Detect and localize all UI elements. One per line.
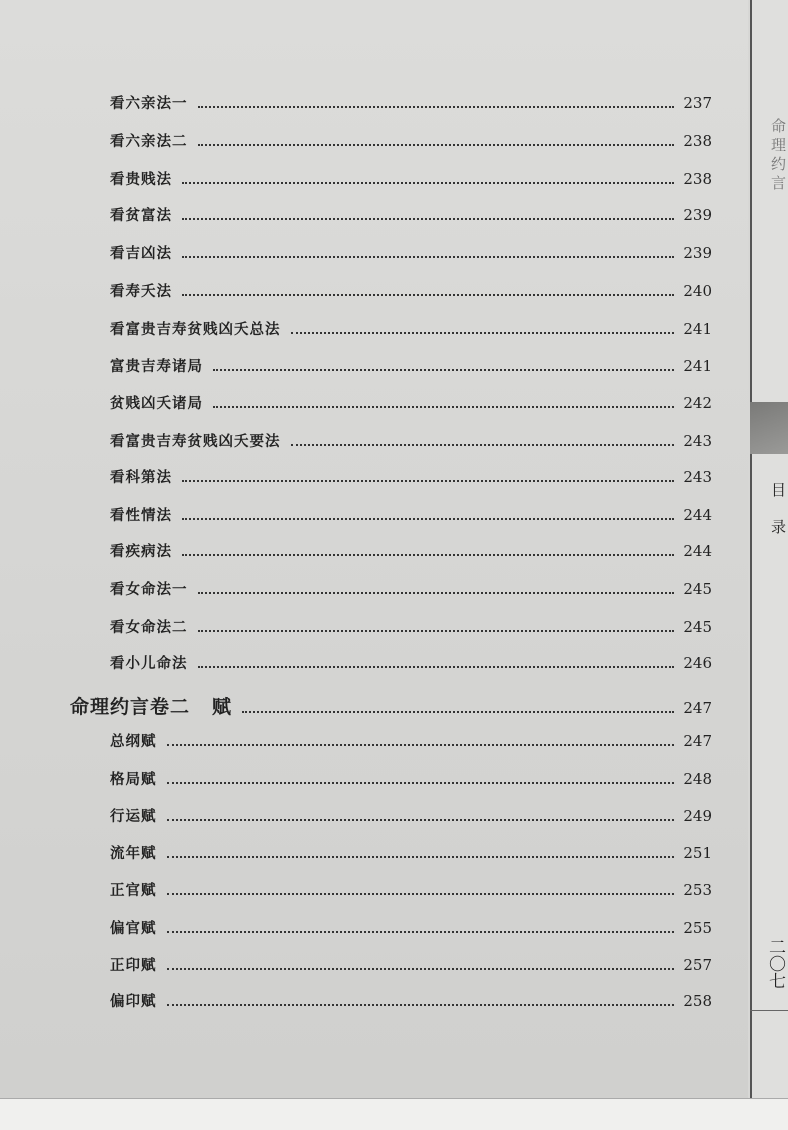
toc-entry-title	[110, 130, 198, 151]
dot-leader	[198, 666, 675, 668]
toc-page-number: 244	[683, 542, 712, 560]
running-book-title: 命理约言	[769, 118, 787, 194]
dot-leader	[242, 711, 674, 713]
toc-entry-row	[110, 430, 712, 454]
toc-page-number: 248	[683, 770, 712, 788]
toc-entry-row	[110, 917, 712, 941]
toc-entry-title	[110, 280, 182, 301]
dot-leader	[291, 444, 675, 446]
dot-leader	[213, 369, 674, 371]
toc-entry-title	[110, 954, 167, 975]
toc-entry-title-text: 正官赋	[110, 883, 157, 899]
toc-entry-row	[110, 805, 712, 829]
toc-entry-title	[110, 466, 182, 487]
toc-entry-title-text: 看疾病法	[110, 544, 172, 560]
dot-leader	[182, 518, 674, 520]
facing-page-rule	[750, 1010, 788, 1011]
toc-entry-row	[110, 540, 712, 564]
toc-entry-title	[110, 842, 167, 863]
dot-leader	[182, 480, 674, 482]
toc-entry-title	[110, 355, 213, 376]
toc-page-number: 238	[683, 170, 712, 188]
toc-entry-title-text: 看六亲法二	[110, 134, 188, 150]
toc-page-number: 241	[683, 320, 712, 338]
toc-entry-row	[110, 879, 712, 903]
toc-entry-row	[110, 652, 712, 676]
dot-leader	[167, 782, 675, 784]
toc-page-number: 237	[683, 94, 712, 112]
toc-entry-title-text: 命理约言卷二	[70, 696, 191, 718]
toc-page-number: 247	[683, 732, 712, 750]
toc-entry-row	[110, 504, 712, 528]
dot-leader	[167, 968, 675, 970]
dot-leader	[167, 1004, 675, 1006]
toc-page-number: 242	[683, 394, 712, 412]
toc-entry-title-text: 偏官赋	[110, 921, 157, 937]
toc-entry-title-text: 贫贱凶夭诸局	[110, 396, 203, 412]
toc-entry-row	[110, 578, 712, 602]
dot-leader	[213, 406, 674, 408]
toc-entry-title	[110, 768, 167, 789]
toc-entry-title	[110, 168, 182, 189]
toc-page-number: 239	[683, 244, 712, 262]
toc-page-number: 239	[683, 206, 712, 224]
toc-page-number: 244	[683, 506, 712, 524]
dot-leader	[182, 256, 674, 258]
toc-entry-title	[110, 578, 198, 599]
dot-leader	[182, 182, 674, 184]
toc-entry-row	[110, 954, 712, 978]
facing-page-band	[750, 402, 788, 454]
toc-entry-title-text: 正印赋	[110, 958, 157, 974]
toc-entry-title	[110, 917, 167, 938]
toc-page-number: 255	[683, 919, 712, 937]
toc-entry-title-text: 行运赋	[110, 809, 157, 825]
toc-chapter-subtitle: 赋	[212, 696, 233, 718]
toc-entry-row	[110, 842, 712, 866]
toc-entry-row	[110, 616, 712, 640]
toc-entry-title-text: 看富贵吉寿贫贱凶夭总法	[110, 322, 281, 338]
toc-entry-title	[110, 990, 167, 1011]
toc-page-number: 245	[683, 618, 712, 636]
toc-entry-title-text: 流年赋	[110, 846, 157, 862]
toc-page-number: 253	[683, 881, 712, 899]
toc-page-number: 258	[683, 992, 712, 1010]
dot-leader	[198, 144, 675, 146]
toc-entry-title	[110, 616, 198, 637]
toc-entry-row	[110, 130, 712, 154]
toc-entry-row	[110, 168, 712, 192]
toc-entry-title-text: 看寿夭法	[110, 284, 172, 300]
toc-entry-title-text: 看女命法一	[110, 582, 188, 598]
toc-page-number: 245	[683, 580, 712, 598]
toc-page-number: 243	[683, 432, 712, 450]
page-number: 二〇七	[765, 938, 785, 989]
toc-page-number: 243	[683, 468, 712, 486]
toc-entry-title-text: 格局赋	[110, 772, 157, 788]
toc-entry-title-text: 看贫富法	[110, 208, 172, 224]
toc-page-number: 240	[683, 282, 712, 300]
toc-page-number: 247	[683, 699, 712, 717]
toc-entry-title	[110, 430, 291, 451]
toc-entry-title-text: 偏印赋	[110, 994, 157, 1010]
scan-bottom-margin	[0, 1098, 788, 1130]
toc-entry-title	[110, 540, 182, 561]
toc-entry-title-text: 看小儿命法	[110, 656, 188, 672]
toc-entry-title-text: 看六亲法一	[110, 96, 188, 112]
toc-entry-row	[110, 392, 712, 416]
toc-entry-title	[70, 692, 242, 719]
dot-leader	[167, 931, 675, 933]
toc-page-number: 241	[683, 357, 712, 375]
toc-entry-title-text: 看科第法	[110, 470, 172, 486]
toc-page-number: 238	[683, 132, 712, 150]
dot-leader	[167, 856, 675, 858]
toc-entry-row	[110, 466, 712, 490]
toc-page-number: 246	[683, 654, 712, 672]
toc-entry-title-text: 看性情法	[110, 508, 172, 524]
toc-entry-row	[110, 280, 712, 304]
toc-entry-row	[110, 990, 712, 1014]
running-section-title: 目录	[769, 482, 787, 556]
toc-entry-title	[110, 652, 198, 673]
dot-leader	[291, 332, 675, 334]
dot-leader	[167, 744, 675, 746]
toc-page-number: 257	[683, 956, 712, 974]
toc-entry-row	[110, 768, 712, 792]
dot-leader	[182, 218, 674, 220]
toc-entry-row	[110, 355, 712, 379]
toc-entry-title-text: 总纲赋	[110, 734, 157, 750]
toc-entry-title	[110, 504, 182, 525]
toc-entry-row	[110, 242, 712, 266]
toc-entry-title	[110, 392, 213, 413]
dot-leader	[198, 106, 675, 108]
dot-leader	[182, 554, 674, 556]
toc-entry-row	[110, 204, 712, 228]
toc-entry-title-text: 看女命法二	[110, 620, 188, 636]
toc-entry-title-text: 富贵吉寿诸局	[110, 359, 203, 375]
toc-entry-title-text: 看贵贱法	[110, 172, 172, 188]
dot-leader	[167, 819, 675, 821]
toc-entry-row	[110, 730, 712, 754]
toc-page-number: 251	[683, 844, 712, 862]
toc-page-number: 249	[683, 807, 712, 825]
dot-leader	[182, 294, 674, 296]
toc-entry-title	[110, 805, 167, 826]
dot-leader	[167, 893, 675, 895]
toc-chapter-row	[70, 692, 712, 716]
toc-entry-title	[110, 242, 182, 263]
toc-entry-title	[110, 204, 182, 225]
dot-leader	[198, 630, 675, 632]
toc-entry-title	[110, 730, 167, 751]
toc-entry-row	[110, 92, 712, 116]
toc-entry-row	[110, 318, 712, 342]
toc-entry-title	[110, 879, 167, 900]
dot-leader	[198, 592, 675, 594]
toc-entry-title	[110, 92, 198, 113]
toc-entry-title	[110, 318, 291, 339]
toc-entry-title-text: 看富贵吉寿贫贱凶夭要法	[110, 434, 281, 450]
toc-entry-title-text: 看吉凶法	[110, 246, 172, 262]
